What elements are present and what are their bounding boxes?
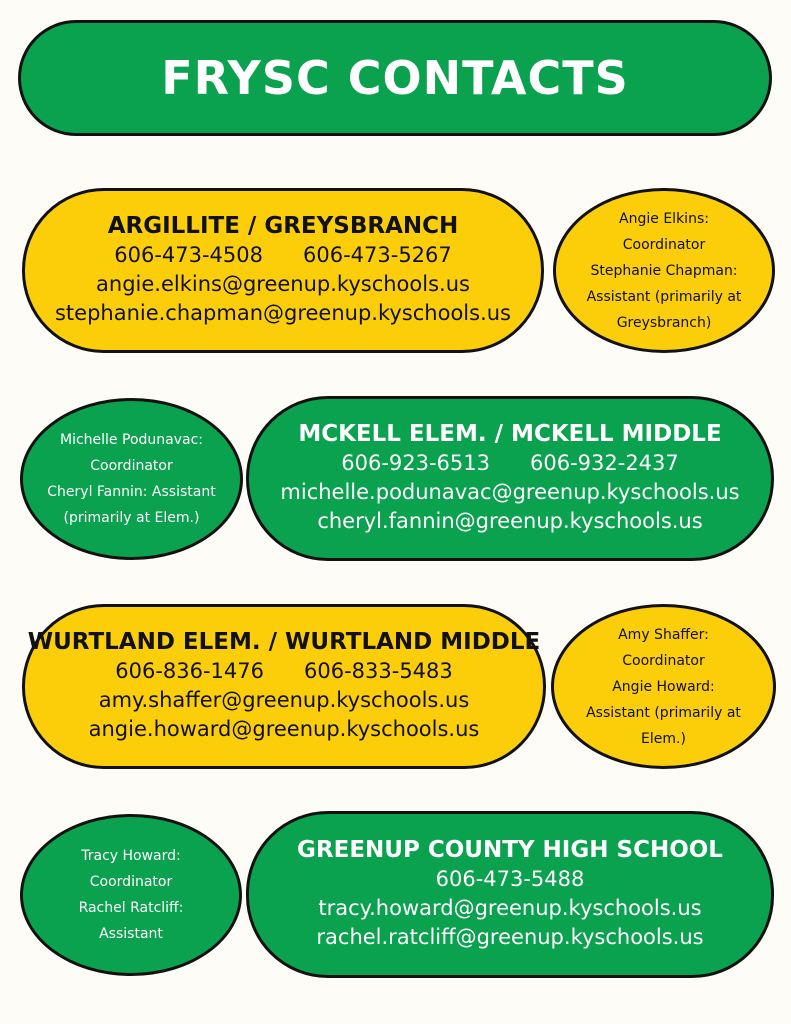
staff-circle-mckell (20, 398, 243, 560)
email-address: cheryl.fannin@greenup.kyschools.us (317, 509, 703, 533)
page-title: FRYSC CONTACTS (161, 51, 629, 105)
staff-line: Tracy Howard: (81, 848, 181, 864)
email-address: angie.howard@greenup.kyschools.us (88, 717, 480, 741)
email-address: stephanie.chapman@greenup.kyschools.us (54, 301, 512, 325)
school-card-wurtland (22, 604, 546, 769)
staff-line: Assistant (primarily at (586, 288, 742, 305)
staff-line: Angie Howard: (612, 678, 715, 695)
school-card-argillite (22, 188, 544, 353)
staff-line: Assistant (primarily at (586, 704, 741, 721)
staff-line: Angie Elkins: (619, 210, 709, 227)
phone-numbers (115, 657, 453, 686)
staff-circle-wurtland (551, 604, 776, 769)
email-address: rachel.ratcliff@greenup.kyschools.us (316, 925, 704, 949)
email-address: tracy.howard@greenup.kyschools.us (318, 896, 702, 920)
phone-number: 606-473-4508 (114, 243, 263, 267)
email-address: angie.elkins@greenup.kyschools.us (96, 272, 470, 296)
school-name: MCKELL ELEM. / MCKELL MIDDLE (298, 421, 722, 447)
email-address: amy.shaffer@greenup.kyschools.us (98, 688, 470, 712)
phone-numbers (114, 241, 452, 270)
staff-line: Greysbranch) (616, 314, 712, 331)
staff-line: Cheryl Fannin: Assistant (47, 484, 216, 500)
staff-circle-argillite (553, 188, 775, 353)
phone-number: 606-932-2437 (530, 451, 679, 475)
staff-line: Amy Shaffer: (618, 626, 709, 643)
title-banner (18, 20, 772, 136)
staff-circle-gchs (20, 814, 242, 976)
staff-line: Michelle Podunavac: (60, 432, 203, 448)
phone-number: 606-473-5267 (303, 243, 452, 267)
phone-number: 606-473-5488 (435, 867, 585, 891)
phone-number: 606-923-6513 (341, 451, 490, 475)
staff-line: Coordinator (622, 652, 705, 669)
staff-line: (primarily at Elem.) (63, 510, 200, 526)
staff-line: Coordinator (622, 236, 706, 253)
phone-number: 606-836-1476 (115, 659, 264, 683)
phone-number: 606-833-5483 (304, 659, 453, 683)
staff-line: Stephanie Chapman: (590, 262, 738, 279)
staff-line: Coordinator (89, 874, 173, 890)
school-name: ARGILLITE / GREYSBRANCH (107, 213, 459, 239)
email-address: michelle.podunavac@greenup.kyschools.us (280, 480, 740, 504)
school-card-gchs (246, 811, 774, 978)
staff-line: Elem.) (641, 730, 686, 747)
school-name: GREENUP COUNTY HIGH SCHOOL (297, 837, 723, 863)
staff-line: Coordinator (90, 458, 173, 474)
staff-line: Assistant (99, 926, 163, 942)
phone-numbers (341, 449, 679, 478)
school-name: WURTLAND ELEM. / WURTLAND MIDDLE (27, 629, 541, 655)
school-card-mckell (246, 396, 774, 561)
staff-line: Rachel Ratcliff: (78, 900, 184, 916)
